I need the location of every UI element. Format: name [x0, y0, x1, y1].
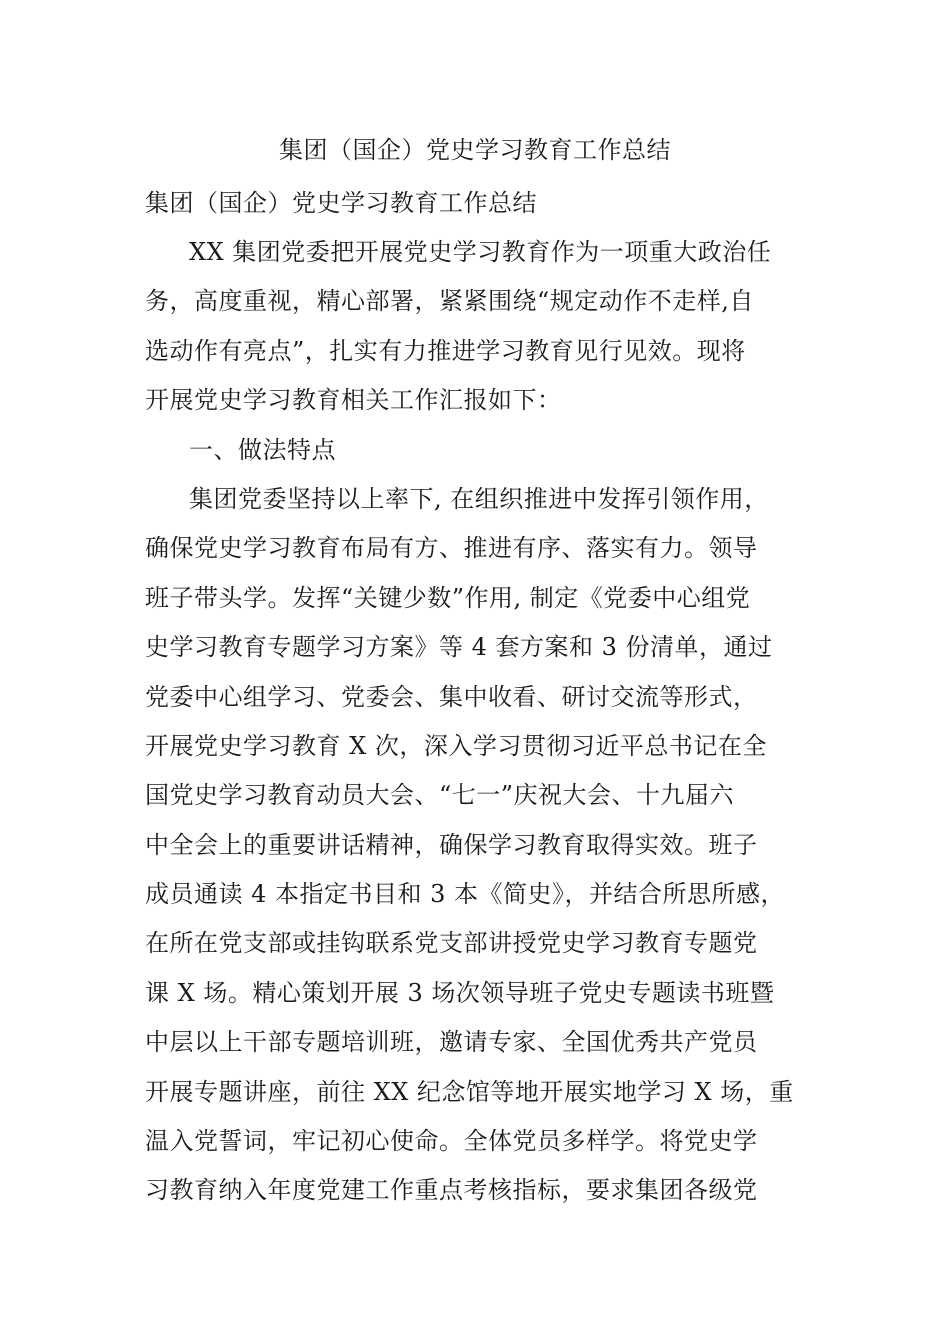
paragraph-line: 务，高度重视，精心部署，紧紧围绕“规定动作不走样,自 — [145, 287, 754, 316]
document-title: 集团（国企）党史学习教育工作总结 — [279, 136, 671, 164]
paragraph-line: 班子带头学。发挥“关键少数”作用, 制定《党委中心组党 — [145, 583, 751, 612]
document-subtitle: 集团（国企）党史学习教育工作总结 — [145, 189, 537, 217]
paragraph-line: 开展专题讲座，前往 XX 纪念馆等地开展实地学习 X 场，重 — [145, 1077, 794, 1106]
paragraph-line: 确保党史学习教育布局有方、推进有序、落实有力。领导 — [145, 534, 758, 563]
paragraph-line: 在所在党支部或挂钩联系党支部讲授党史学习教育专题党 — [145, 929, 758, 958]
paragraph-line: 国党史学习教育动员大会、“七一”庆祝大会、十九届六 — [145, 781, 735, 810]
paragraph-line: 课 X 场。精心策划开展 3 场次领导班子党史专题读书班暨 — [145, 978, 775, 1007]
paragraph-line: 习教育纳入年度党建工作重点考核指标，要求集团各级党 — [145, 1176, 758, 1205]
paragraph-line: 开展党史学习教育相关工作汇报如下： — [145, 386, 562, 415]
paragraph-line: 选动作有亮点”，扎实有力推进学习教育见行见效。现将 — [145, 336, 746, 365]
paragraph-line: 集团党委坚持以上率下, 在组织推进中发挥引领作用， — [189, 484, 769, 513]
paragraph-line: 史学习教育专题学习方案》等 4 套方案和 3 份清单，通过 — [145, 633, 773, 662]
paragraph-line: 中全会上的重要讲话精神，确保学习教育取得实效。班子 — [145, 830, 758, 859]
paragraph-line: 温入党誓词，牢记初心使命。全体党员多样学。将党史学 — [145, 1127, 758, 1156]
paragraph-line: 党委中心组学习、党委会、集中收看、研讨交流等形式， — [145, 682, 758, 711]
paragraph-line: XX 集团党委把开展党史学习教育作为一项重大政治任 — [189, 238, 772, 266]
document-body — [145, 228, 825, 1216]
paragraph-line: 中层以上干部专题培训班，邀请专家、全国优秀共产党员 — [145, 1028, 758, 1057]
paragraph-line: 开展党史学习教育 X 次，深入学习贯彻习近平总书记在全 — [145, 731, 767, 760]
paragraph-line: 成员通读 4 本指定书目和 3 本《简史》，并结合所思所感， — [145, 880, 786, 909]
section-heading: 一、做法特点 — [189, 435, 336, 464]
